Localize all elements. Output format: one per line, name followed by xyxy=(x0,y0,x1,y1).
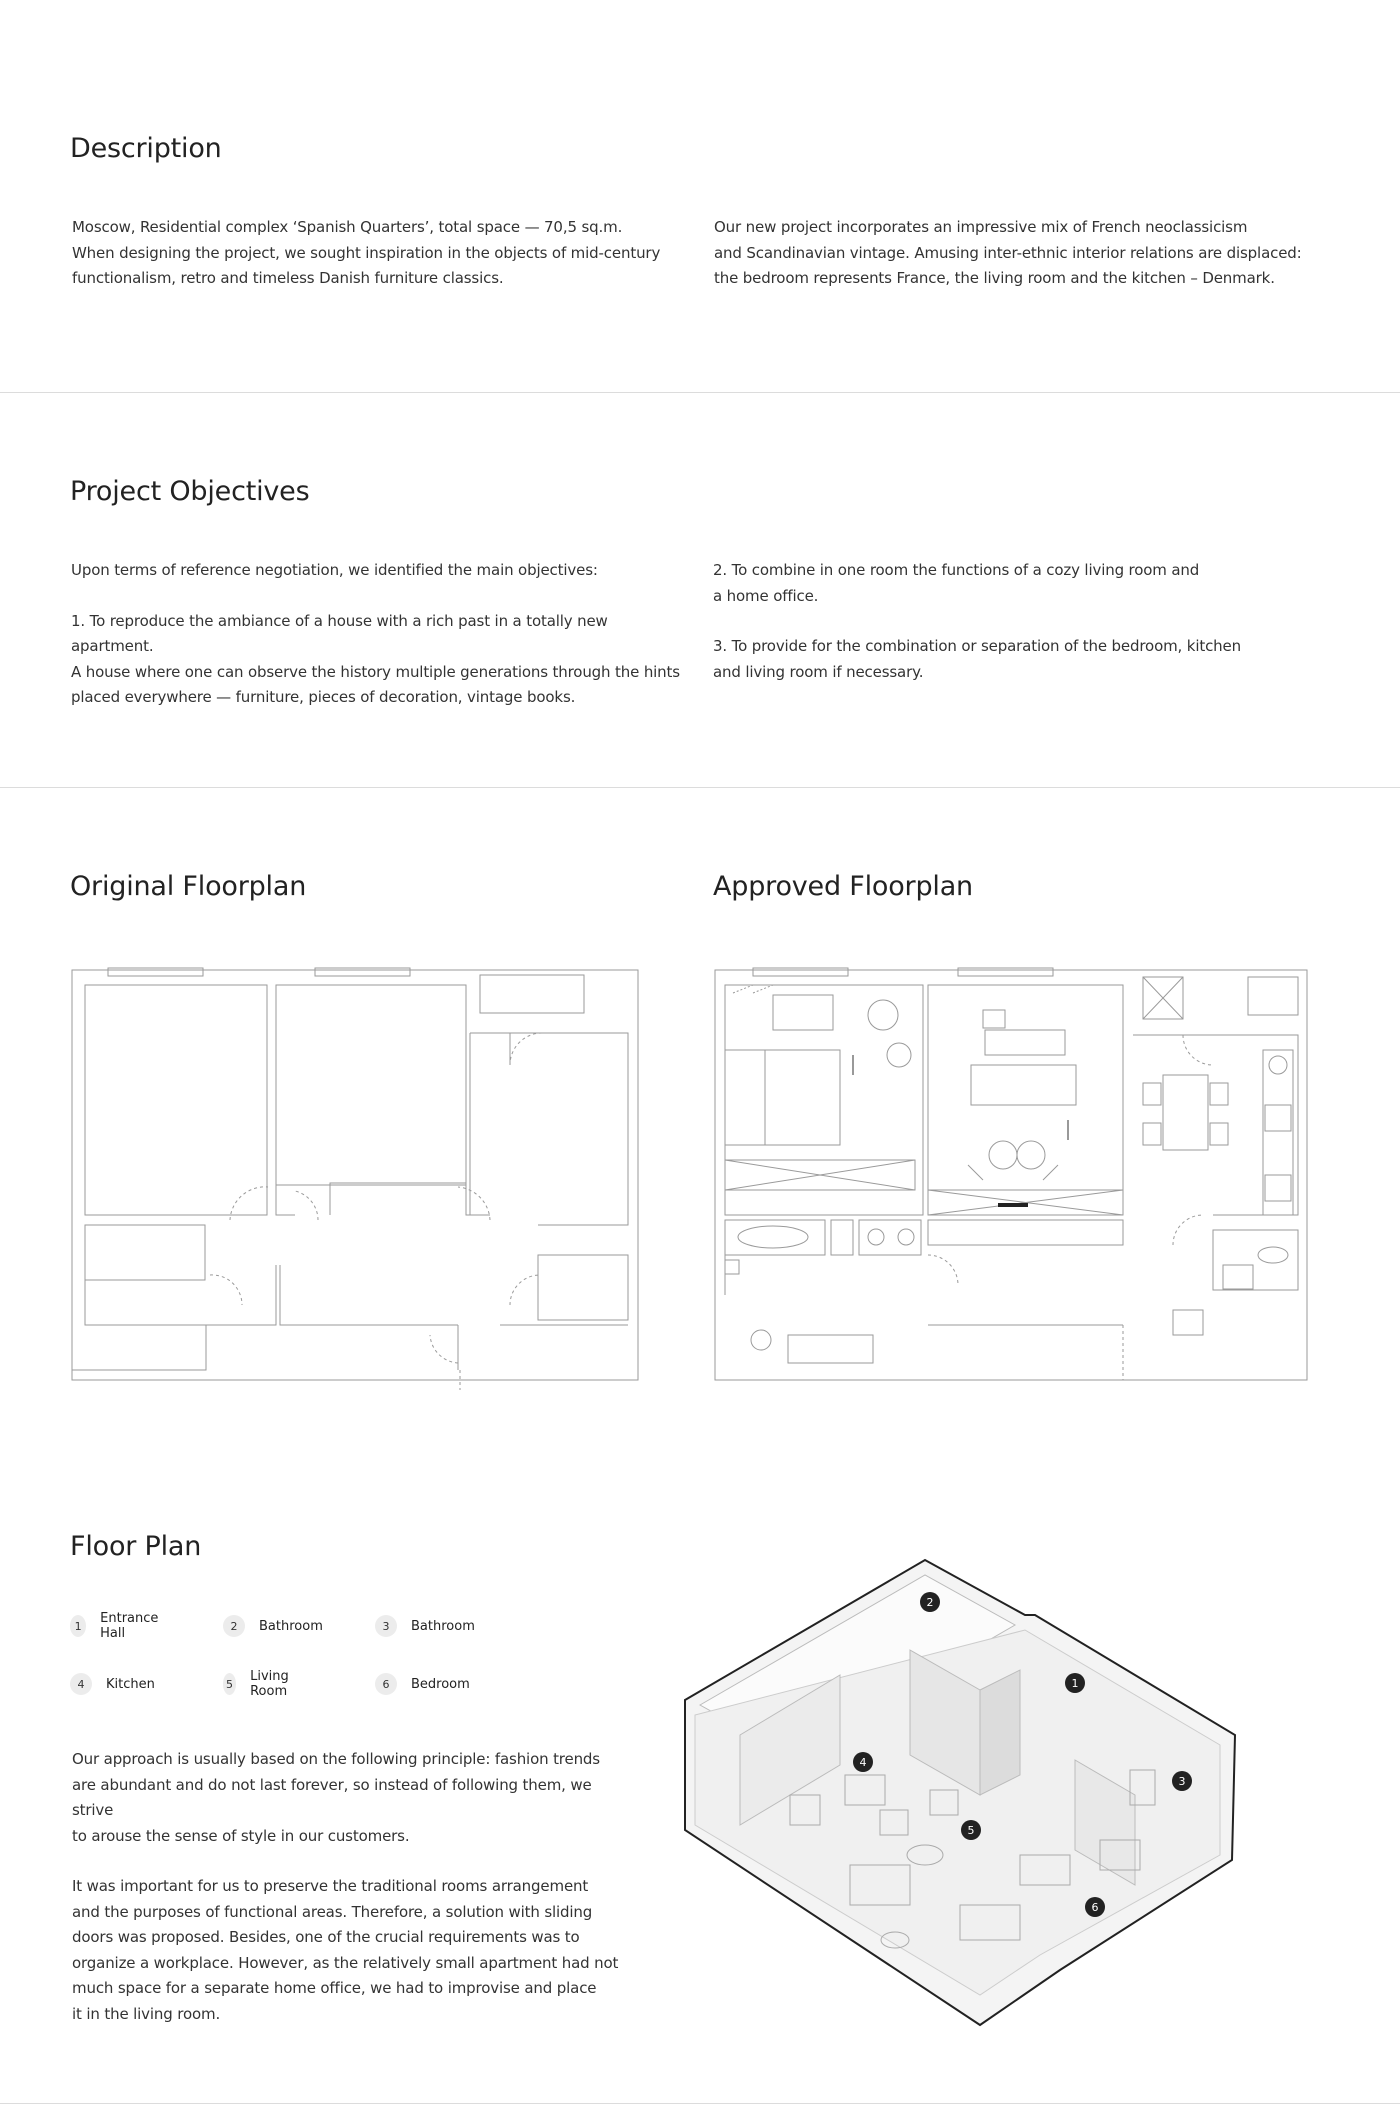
legend-number-badge: 4 xyxy=(70,1673,92,1695)
svg-text:3: 3 xyxy=(1178,1775,1186,1788)
objectives-right-text xyxy=(713,558,1333,685)
legend-item xyxy=(223,1614,323,1638)
floor-plan-title: Floor Plan xyxy=(70,1531,202,1562)
legend-item xyxy=(70,1611,164,1641)
legend-number-badge: 2 xyxy=(223,1615,245,1637)
legend-item xyxy=(223,1669,298,1699)
legend-label: Bedroom xyxy=(411,1676,470,1692)
floor-plan-text xyxy=(72,1747,632,2027)
description-right-text xyxy=(714,215,1354,292)
objective-item-1: 1. To reproduce the ambiance of a house with a rich past in a totally new apartment. A house where one can observe the history multiple generations through the hints placed everywhere — furniture, pieces of decoration, vintage books. xyxy=(71,611,680,706)
legend-label: Living Room xyxy=(250,1669,289,1699)
floor-plan-paragraph-2: It was important for us to preserve the traditional rooms arrangement and the purposes of functional areas. Therefore, a solution with sliding doors was proposed. Besides, one of the crucial requirements was to organize a workplace. However, as the relatively small apartment had not much space for a separate home office, we had to improvise and place it in the living room. xyxy=(72,1877,619,2023)
iso-marker xyxy=(961,1820,981,1840)
approved-floorplan-title: Approved Floorplan xyxy=(713,871,973,902)
description-left-paragraph: Moscow, Residential complex ‘Spanish Quarters’, total space — 70,5 sq.m. When designing the project, we sought inspiration in the objects of mid-century functionalism, retro and timeless Danish furniture classics. xyxy=(72,218,661,287)
section-divider xyxy=(0,787,1400,788)
approved-floorplan-drawing xyxy=(713,965,1313,1390)
objectives-intro: Upon terms of reference negotiation, we identified the main objectives: xyxy=(71,561,598,579)
svg-text:2: 2 xyxy=(926,1596,934,1609)
section-divider xyxy=(0,392,1400,393)
legend-number-badge: 3 xyxy=(375,1615,397,1637)
legend-item xyxy=(70,1672,155,1696)
legend-label: Bathroom xyxy=(411,1618,475,1634)
legend-label: Bathroom xyxy=(259,1618,323,1634)
svg-text:1: 1 xyxy=(1071,1677,1079,1690)
legend-label: Kitchen xyxy=(106,1676,155,1692)
description-left-text xyxy=(72,215,672,292)
isometric-floor-plan xyxy=(680,1555,1340,2035)
legend-label: Entrance Hall xyxy=(100,1611,159,1641)
objectives-left-text xyxy=(71,558,691,711)
original-floorplan-drawing xyxy=(70,965,642,1390)
legend-number-badge: 6 xyxy=(375,1673,397,1695)
description-title: Description xyxy=(70,133,222,164)
legend-item xyxy=(375,1672,470,1696)
svg-text:5: 5 xyxy=(967,1824,975,1837)
legend-number-badge: 5 xyxy=(223,1673,236,1695)
iso-marker xyxy=(1172,1771,1192,1791)
legend-number-badge: 1 xyxy=(70,1615,86,1637)
objectives-title: Project Objectives xyxy=(70,476,310,507)
iso-marker xyxy=(1085,1897,1105,1917)
description-right-paragraph: Our new project incorporates an impressive mix of French neoclassicism and Scandinavian vintage. Amusing inter-ethnic interior relations are displaced: the bedroom represents France, the living room and the kitchen – Denmark. xyxy=(714,218,1302,287)
iso-marker xyxy=(1065,1673,1085,1693)
legend-item xyxy=(375,1614,475,1638)
floor-plan-paragraph-1: Our approach is usually based on the following principle: fashion trends are abundant and do not last forever, so instead of following them, we strive to arouse the sense of style in our customers. xyxy=(72,1750,600,1845)
iso-marker xyxy=(853,1752,873,1772)
objective-item-2: 2. To combine in one room the functions of a cozy living room and a home office. xyxy=(713,561,1200,605)
objective-item-3: 3. To provide for the combination or separation of the bedroom, kitchen and living room if necessary. xyxy=(713,637,1241,681)
svg-text:4: 4 xyxy=(859,1756,867,1769)
iso-marker xyxy=(920,1592,940,1612)
section-divider xyxy=(0,2103,1400,2104)
original-floorplan-title: Original Floorplan xyxy=(70,871,307,902)
svg-text:6: 6 xyxy=(1091,1901,1099,1914)
